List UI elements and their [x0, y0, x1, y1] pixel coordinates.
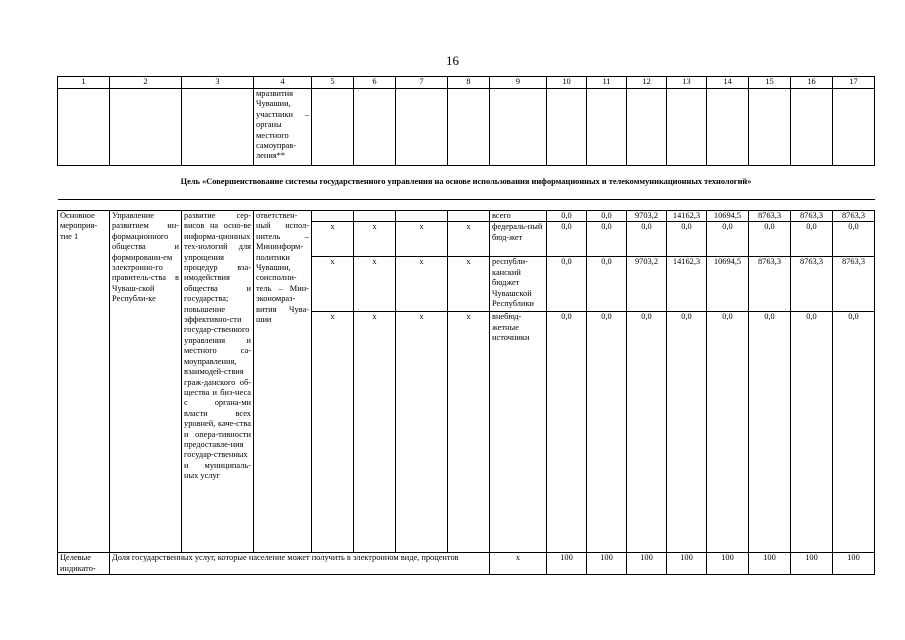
header-cell: 17 [833, 77, 875, 89]
funding-row-total [58, 211, 875, 222]
column-number-row [58, 77, 875, 89]
value-cell: 0,0 [833, 312, 875, 553]
value-cell: 0,0 [667, 222, 707, 257]
code-cell: x [354, 257, 396, 312]
code-cell [354, 211, 396, 222]
indicator-value: 100 [547, 553, 587, 575]
code-cell: x [312, 257, 354, 312]
header-cell: 3 [182, 77, 254, 89]
code-cell: x [396, 257, 448, 312]
value-cell: 8763,3 [749, 211, 791, 222]
continuation-row [58, 89, 875, 166]
header-cell: 12 [627, 77, 667, 89]
value-cell: 10694,5 [707, 257, 749, 312]
value-cell: 0,0 [547, 222, 587, 257]
value-cell: 14162,3 [667, 211, 707, 222]
value-cell: 0,0 [791, 222, 833, 257]
value-cell: 9703,2 [627, 257, 667, 312]
value-cell: 8763,3 [791, 257, 833, 312]
value-cell: 0,0 [833, 222, 875, 257]
value-cell: 10694,5 [707, 211, 749, 222]
value-cell: 0,0 [547, 257, 587, 312]
indicator-text: Доля государственных услуг, которые население может получить в электронном виде, процентов [110, 553, 490, 575]
value-cell: 0,0 [707, 222, 749, 257]
value-cell: 9703,2 [627, 211, 667, 222]
header-cell: 7 [396, 77, 448, 89]
code-cell [448, 211, 490, 222]
value-cell: 0,0 [627, 222, 667, 257]
value-cell: 8763,3 [791, 211, 833, 222]
value-cell: 0,0 [791, 312, 833, 553]
code-cell: x [448, 222, 490, 257]
header-cell: 11 [587, 77, 627, 89]
code-cell: x [448, 257, 490, 312]
code-cell: x [354, 222, 396, 257]
code-cell [312, 211, 354, 222]
header-cell: 10 [547, 77, 587, 89]
program-table [57, 76, 875, 575]
value-cell: 0,0 [587, 312, 627, 553]
funding-source: всего [490, 211, 547, 222]
code-cell: x [312, 222, 354, 257]
value-cell: 0,0 [587, 222, 627, 257]
page-number: 16 [446, 53, 459, 68]
code-cell: x [396, 312, 448, 553]
header-cell: 4 [254, 77, 312, 89]
header-cell: 13 [667, 77, 707, 89]
event-title: Управление развитием ин-формационного общества и формировани-ем электронно-го правитель-ства в Чуваш-ской Республи-ке [110, 211, 182, 553]
continuation-participants: мразвития Чувашии, участники – органы местного самоуправ-ления** [254, 89, 312, 166]
value-cell: 0,0 [547, 312, 587, 553]
indicator-row [58, 553, 875, 575]
indicator-value: 100 [627, 553, 667, 575]
event-description: развитие сер-висов на осно-ве информа-ционных тех-нологий для упрощения процедур вза-имодействия общества и государства; повышение эффективно-сти государ-ственного управления и местного са-моуправления, взаимодей-ствия граж-данского об-щества и биз-неса с органа-ми власти всех уровней, каче-ства и опера-тивности предоставле-ния государ-ственных и муниципаль-ных услуг [182, 211, 254, 553]
value-cell: 0,0 [707, 312, 749, 553]
indicator-value: 100 [749, 553, 791, 575]
indicator-value: 100 [707, 553, 749, 575]
event-number: Основное мероприя-тие 1 [58, 211, 110, 553]
header-cell: 14 [707, 77, 749, 89]
header-cell: 16 [791, 77, 833, 89]
header-cell: 1 [58, 77, 110, 89]
value-cell: 8763,3 [833, 257, 875, 312]
value-cell: 0,0 [547, 211, 587, 222]
header-cell: 15 [749, 77, 791, 89]
spacer-row [58, 200, 875, 211]
funding-source: республи-канский бюджет Чувашской Республики [490, 257, 547, 312]
indicator-value: 100 [833, 553, 875, 575]
indicator-value: 100 [791, 553, 833, 575]
header-cell: 2 [110, 77, 182, 89]
code-cell [396, 211, 448, 222]
value-cell: 0,0 [667, 312, 707, 553]
goal-row [58, 166, 875, 200]
event-executors: ответствен-ный испол-нитель – Мининформ-политики Чувашии, соисполни-тель – Мин-экономраз-вития Чува-шии [254, 211, 312, 553]
header-cell: 5 [312, 77, 354, 89]
indicator-label: Целевые индикато- [58, 553, 110, 575]
header-cell: 9 [490, 77, 547, 89]
funding-source: федераль-ный бюд-жет [490, 222, 547, 257]
value-cell: 0,0 [749, 222, 791, 257]
header-cell: 6 [354, 77, 396, 89]
value-cell: 0,0 [627, 312, 667, 553]
value-cell: 0,0 [587, 211, 627, 222]
value-cell: 8763,3 [749, 257, 791, 312]
code-cell: x [396, 222, 448, 257]
indicator-value: 100 [667, 553, 707, 575]
funding-source: внебюд-жетные источники [490, 312, 547, 553]
value-cell: 8763,3 [833, 211, 875, 222]
value-cell: 0,0 [749, 312, 791, 553]
header-cell: 8 [448, 77, 490, 89]
indicator-value: 100 [587, 553, 627, 575]
value-cell: 0,0 [587, 257, 627, 312]
code-cell: x [312, 312, 354, 553]
code-cell: x [354, 312, 396, 553]
goal-title: Цель «Совершенствование системы государственного управления на основе использования информационных и телекоммуникационных технологий» [58, 166, 875, 200]
code-cell: x [448, 312, 490, 553]
value-cell: 14162,3 [667, 257, 707, 312]
indicator-mark: x [490, 553, 547, 575]
